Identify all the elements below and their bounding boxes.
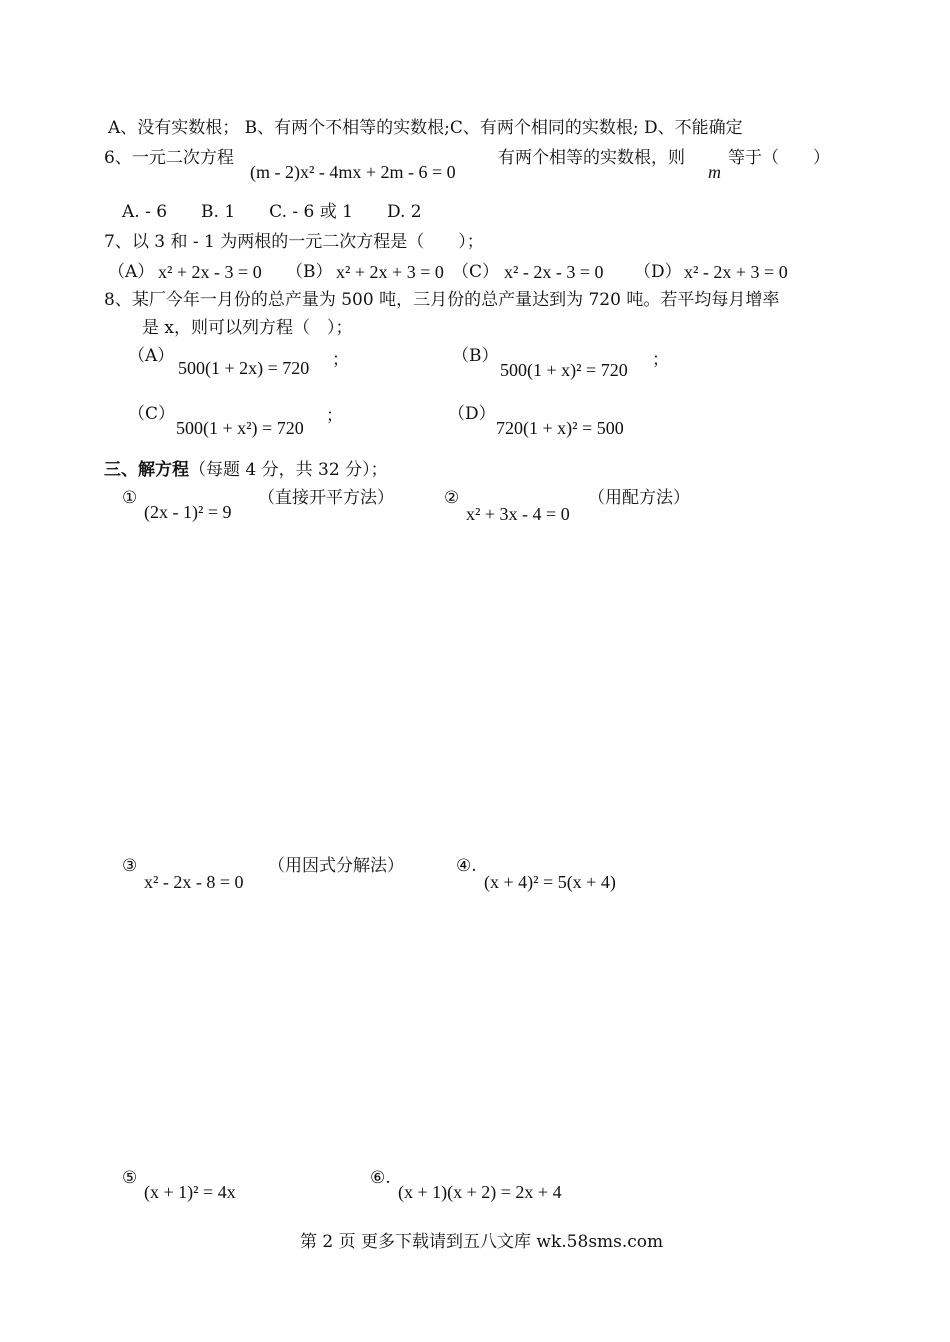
problem-2-equation: x² + 3x - 4 = 0 bbox=[466, 504, 570, 524]
q8-line2: 是 x，则可以列方程（ ）； bbox=[142, 318, 353, 338]
q8-d-label: （D） bbox=[448, 404, 496, 424]
q7-c-eq: x² - 2x - 3 = 0 bbox=[504, 262, 604, 282]
q7-b-eq: x² + 2x + 3 = 0 bbox=[336, 262, 444, 282]
q6-equation: (m - 2)x² - 4mx + 2m - 6 = 0 bbox=[250, 162, 456, 182]
problem-2-method: （用配方法） bbox=[588, 488, 690, 508]
q8-a-eq: 500(1 + 2x) = 720 bbox=[178, 358, 310, 378]
problem-6-equation: (x + 1)(x + 2) = 2x + 4 bbox=[398, 1182, 562, 1202]
problem-4-number: ④. bbox=[456, 856, 477, 876]
q8-b-label: （B） bbox=[452, 346, 499, 366]
q8-c-semicolon: ； bbox=[326, 406, 343, 426]
section3-title: 三、解方程 bbox=[104, 460, 189, 480]
problem-2-number: ② bbox=[444, 488, 460, 508]
q7-stem: 7、以 3 和 - 1 为两根的一元二次方程是（ ）； bbox=[104, 232, 484, 252]
q8-b-semicolon: ； bbox=[652, 350, 669, 370]
problem-1-number: ① bbox=[122, 488, 138, 508]
q8-line1: 8、某厂今年一月份的总产量为 500 吨，三月份的总产量达到为 720 吨。若平均每月增率 bbox=[104, 290, 780, 310]
q6-var: m bbox=[708, 162, 721, 182]
section3-heading bbox=[104, 460, 388, 480]
q8-c-eq: 500(1 + x²) = 720 bbox=[176, 418, 304, 438]
q8-d-eq: 720(1 + x)² = 500 bbox=[496, 418, 624, 438]
page-footer: 第 2 页 更多下载请到五八文库 wk.58sms.com bbox=[300, 1232, 664, 1252]
problem-1-method: （直接开平方法） bbox=[258, 488, 394, 508]
q7-c-label: （C） bbox=[452, 262, 500, 282]
q5-options: A、没有实数根； B、有两个不相等的实数根;C、有两个相同的实数根; D、不能确定 bbox=[108, 118, 743, 138]
problem-3-method: （用因式分解法） bbox=[268, 856, 404, 876]
q8-c-label: （C） bbox=[128, 404, 176, 424]
q8-a-label: （A） bbox=[128, 346, 175, 366]
section3-note: （每题 4 分，共 32 分）； bbox=[189, 460, 388, 480]
problem-5-equation: (x + 1)² = 4x bbox=[144, 1182, 236, 1202]
q7-d-label: （D） bbox=[634, 262, 682, 282]
q7-a-eq: x² + 2x - 3 = 0 bbox=[158, 262, 262, 282]
q8-a-semicolon: ； bbox=[332, 350, 349, 370]
problem-3-equation: x² - 2x - 8 = 0 bbox=[144, 872, 244, 892]
q7-b-label: （B） bbox=[286, 262, 333, 282]
q8-b-eq: 500(1 + x)² = 720 bbox=[500, 360, 628, 380]
problem-4-equation: (x + 4)² = 5(x + 4) bbox=[484, 872, 616, 892]
problem-6-number: ⑥. bbox=[370, 1168, 391, 1188]
problem-1-equation: (2x - 1)² = 9 bbox=[144, 502, 232, 522]
q6-options: A. - 6 B. 1 C. - 6 或 1 D. 2 bbox=[122, 202, 422, 222]
q7-a-label: （A） bbox=[108, 262, 155, 282]
q7-d-eq: x² - 2x + 3 = 0 bbox=[684, 262, 788, 282]
problem-5-number: ⑤ bbox=[122, 1168, 138, 1188]
q6-suffix: 等于（ ） bbox=[728, 148, 830, 168]
q6-middle: 有两个相等的实数根，则 bbox=[498, 148, 685, 168]
problem-3-number: ③ bbox=[122, 856, 138, 876]
q6-prefix: 6、一元二次方程 bbox=[104, 148, 234, 168]
